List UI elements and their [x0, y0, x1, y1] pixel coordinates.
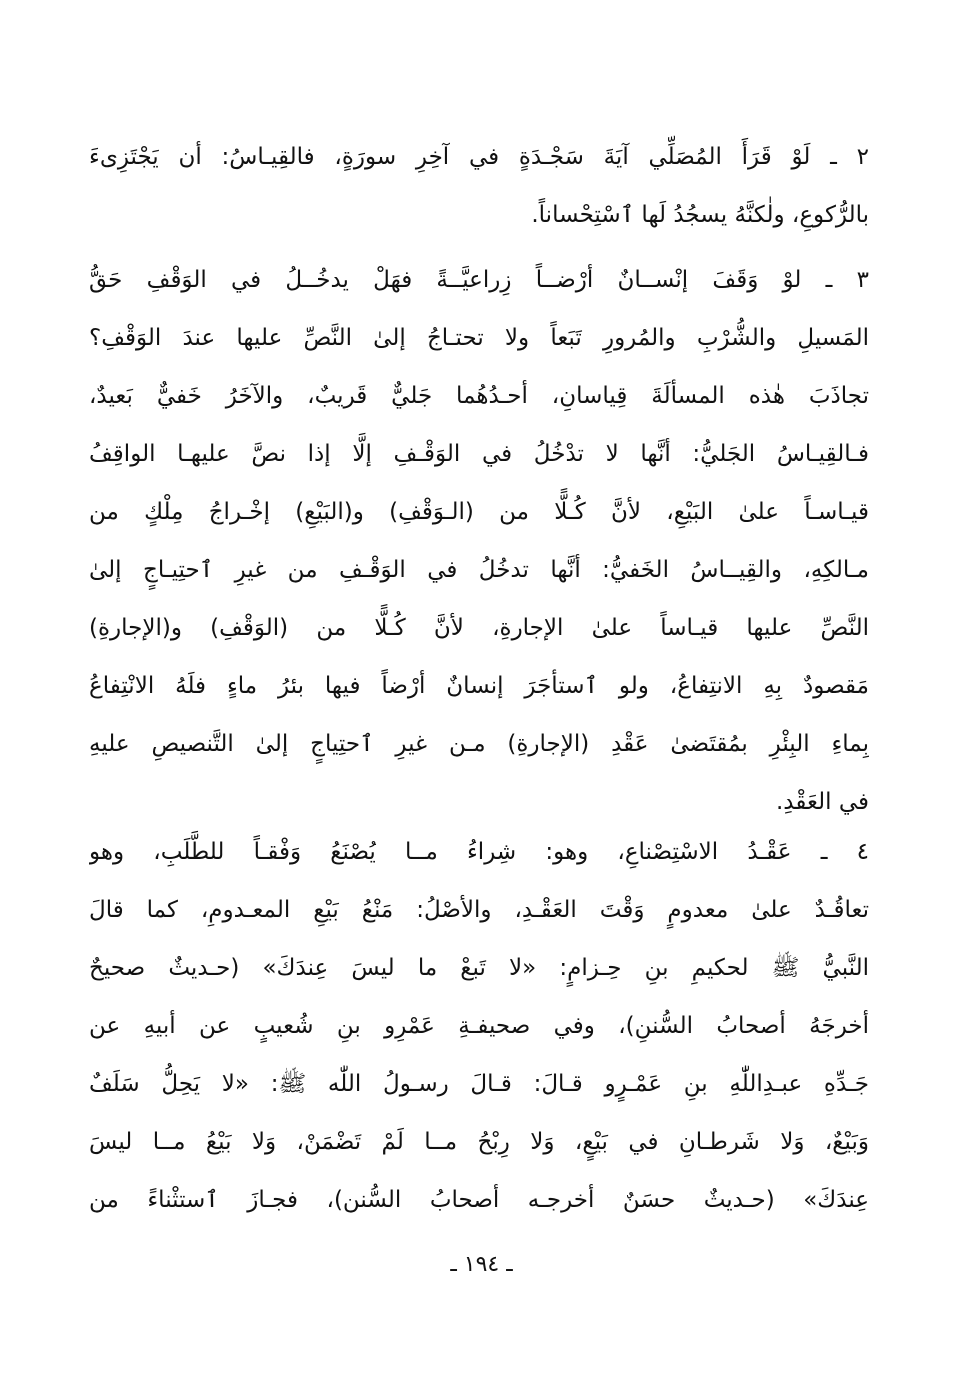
text-line: النَّبيُّ ﷺ لحكيمِ بنِ حِـزامٍ: «لا تَبعْ ما ليسَ عِندَكَ» (حـديثٌ صحيحٌ	[89, 955, 869, 981]
text-line: بِماءِ البِئْرِ بمُقتَضىٰ عَقْدِ (الإجارةِ) مـن غيرِ ٱحتِياجٍ إلىٰ التَّنصيصِ عليهِ	[89, 731, 869, 757]
text-line: تجاذَبَ هٰذه المسألَةَ قِياسانِ، أحـدُهُما جَليٌّ قَريبٌ، والآخَرُ خَفيٌّ بَعيدٌ،	[89, 383, 869, 409]
text-line: ٤ ـ عَقْـدُ الاسْتِصْناعِ، وهو: شِراءُ مــا يُصْنَعُ وَفْقـاً للطَّلَبِ، وهو	[89, 839, 869, 865]
text-line: تعاقُـدٌ علىٰ معدومٍ وَقْتَ العَقْـدِ، والأصْلُ: مَنْعُ بَيْعِ المعـدومِ، كما قالَ	[89, 897, 869, 923]
text-line: ٣ ـ لوْ وَقَفَ إنْســانٌ أرْضــاً زِراعيَّــةً فهَلْ يدخُــلُ في الوَقْفِ حَقُّ	[89, 267, 869, 293]
text-line: ٢ ـ لَوْ قَرَأَ المُصَلِّي آيَةَ سَجْـدَةٍ في آخِرِ سورَةٍ، فالقِيـاسُ: أن يَجْتَزِىءَ	[89, 144, 869, 170]
text-line: النَّصِّ عليها قيـاساً علىٰ الإجارةِ، لأنَّ كُـلًّا من (الوَقْفِ) و(الإجارةِ)	[89, 615, 869, 641]
text-line: جَـدِّهِ عبـدِاللّٰهِ بنِ عَمْـرٍو قـالَ: قـالَ رسـولُ اللّٰه ﷺ: «لا يَحِلُّ سَلَفٌ	[89, 1071, 869, 1097]
text-line: بالرُّكوعِ، ولٰكنَّهُ يسجُدُ لَها ٱسْتِحْساناً.	[531, 202, 869, 228]
paragraph-1	[89, 128, 869, 244]
text-line: قيـاسـاً علىٰ البَيْعِ، لأنَّ كُـلًّا من (الـوَقْفِ) و(البَيْعِ) إخْـراجُ مِلْكٍ من	[89, 499, 869, 525]
paragraph-2	[89, 251, 869, 831]
text-line: وَبَيْعٌ، وَلا شَرطـانِ في بَيْعٍ، وَلا رِبْحُ مــا لَمْ تَضْمَنْ، وَلا بَيْعُ مــا ليسَ	[89, 1129, 869, 1155]
text-line: أخرجَهُ أصحابُ السُّننِ)، وفي صحيفـةِ عَمْرِو بنِ شُعيبٍ عن أبيهِ عن	[89, 1013, 869, 1039]
text-line: مَقصودٌ بِهِ الانتِفاعُ، ولو ٱستأجَرَ إنسانٌ أرْضاً فيها بئرُ ماءٍ فلَهُ الانْتِفاعُ	[89, 673, 869, 699]
text-line: فـالقِيـاسُ الجَليُّ: أنَّها لا تدْخُلُ في الوَقْـفِ إلَّا إذا نصَّ عليهـا الواقِفُ	[89, 441, 869, 467]
text-line: مـالكِهِ، والقِيــاسُ الخَفيُّ: أنَّها تدخُلُ في الوَقْـفِ من غيرِ ٱحتِيـاجٍ إلىٰ	[89, 557, 869, 583]
paragraph-3	[89, 823, 869, 1229]
page-number: ـ ١٩٤ ـ	[450, 1252, 513, 1277]
text-line: في العَقْدِ.	[776, 789, 869, 815]
text-line: المَسيلِ والشُّرْبِ والمُرورِ تَبَعاً ولا تحتـاجُ إلىٰ النَّصِّ عليها عندَ الوَقْفِ؟	[89, 325, 869, 351]
text-line: عِندَكَ» (حـديثٌ حسَنٌ أخرجـه أصحابُ السُّنن)، فجـازَ ٱستثْناءً من	[89, 1187, 869, 1213]
